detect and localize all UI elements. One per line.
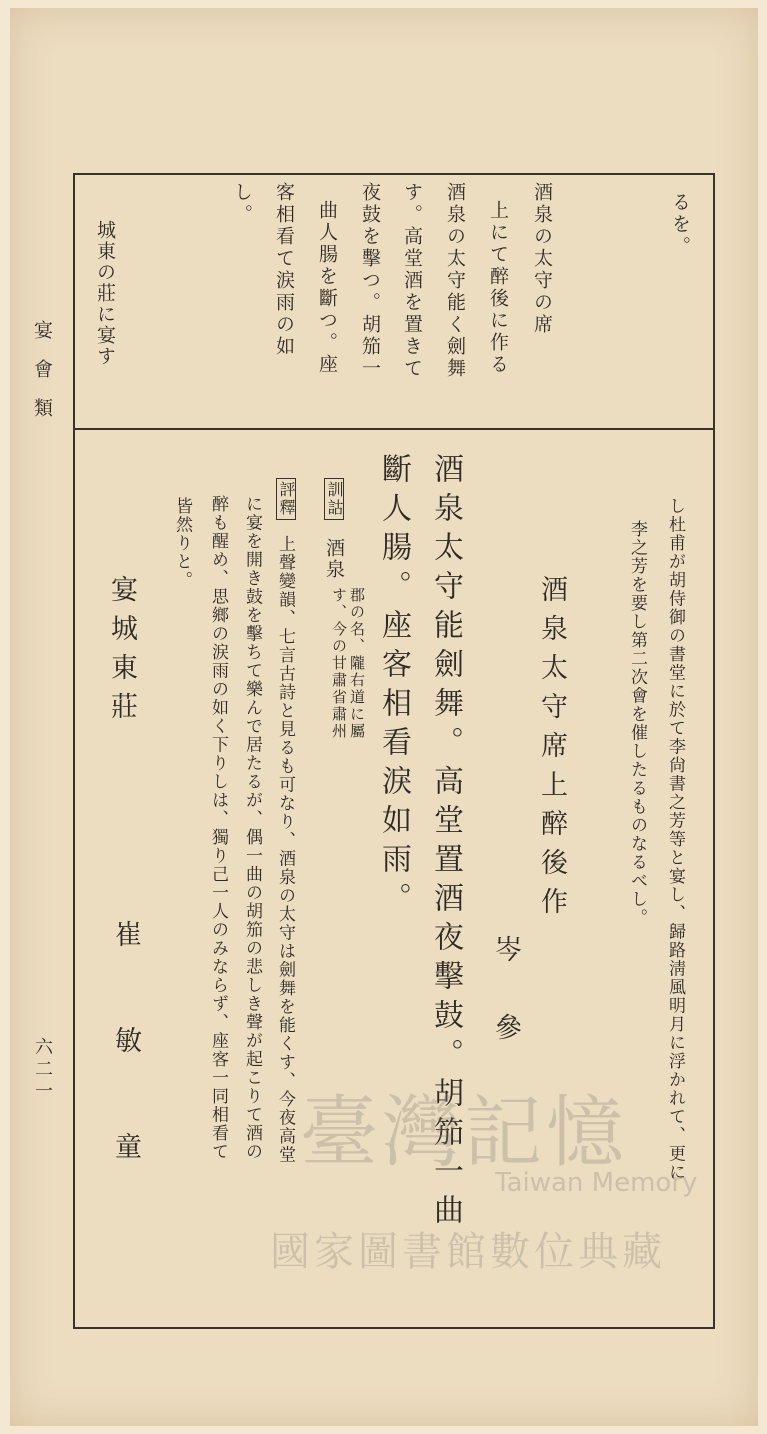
header-col-10: 城東の莊に宴す <box>94 220 116 367</box>
library-watermark <box>270 1070 720 1310</box>
poem1-title: 酒泉太守席上醉後作 <box>536 575 567 926</box>
watermark-english: Taiwan Memory <box>495 1168 698 1198</box>
header-col-7: 曲人腸を斷つ。座 <box>316 200 338 376</box>
header-col-5: す。高堂酒を置きて <box>401 182 423 380</box>
header-col-3: 上にて醉後に作る <box>487 200 509 376</box>
frame-divider <box>73 428 713 430</box>
poem1-line-2: 斷人腸。座客相看淚如雨。 <box>376 453 411 921</box>
header-col-9: し。 <box>231 182 253 226</box>
translation-label: 評釋 <box>276 478 296 520</box>
intro-line-2: 李之芳を要し第二次會を催したるものなるべし。 <box>627 520 647 927</box>
header-col-2: 酒泉の太守の席 <box>531 182 553 336</box>
translation-line-1: 上聲變韻、七言古詩と見るも可なり、酒泉の太守は劍舞を能くす、今夜高堂 <box>275 535 295 1164</box>
gloss-headword: 酒泉 <box>323 538 345 580</box>
header-col-8: 客相看て涙雨の如 <box>273 182 295 358</box>
header-col-1: るを。 <box>669 192 691 258</box>
poem1-line-1: 酒泉太守能劍舞。高堂置酒夜擊鼓。胡笳一曲 <box>428 453 463 1233</box>
poem2-author: 崔 敏 童 <box>110 920 141 1185</box>
gloss-label: 訓詁 <box>324 478 344 520</box>
intro-line-1: し杜甫が胡侍御の書堂に於て李尙書之芳等と宴し、歸路淸風明月に浮かれて、更に <box>665 497 685 1182</box>
translation-line-3: 醉も醒め、思鄉の涙雨の如く下りしは、獨り己一人のみならず、座客一同相看て <box>208 495 228 1161</box>
page-number: 六二一 <box>32 1037 53 1103</box>
translation-line-2: に宴を開き鼓を擊ちて樂んで居たるが、偶一曲の胡笳の悲しき聲が起こりて酒の <box>242 495 262 1161</box>
watermark-subtitle: 國家圖書館數位典藏 <box>270 1229 666 1275</box>
translation-line-4: 皆然りと。 <box>172 497 192 590</box>
gloss-text-2: す、今の甘肅省肅州 <box>330 587 348 740</box>
gloss-text-1: 郡の名、隴右道に屬 <box>348 587 366 740</box>
poem1-author: 岑 參 <box>490 935 521 1052</box>
watermark-chinese: 臺灣記憶 <box>300 1088 629 1178</box>
header-col-4: 酒泉の太守能く劍舞 <box>444 182 466 380</box>
poem2-title: 宴城東莊 <box>106 575 137 731</box>
section-label: 宴會類 <box>31 320 53 437</box>
header-col-6: 夜鼓を擊つ。胡笳一 <box>359 182 381 380</box>
